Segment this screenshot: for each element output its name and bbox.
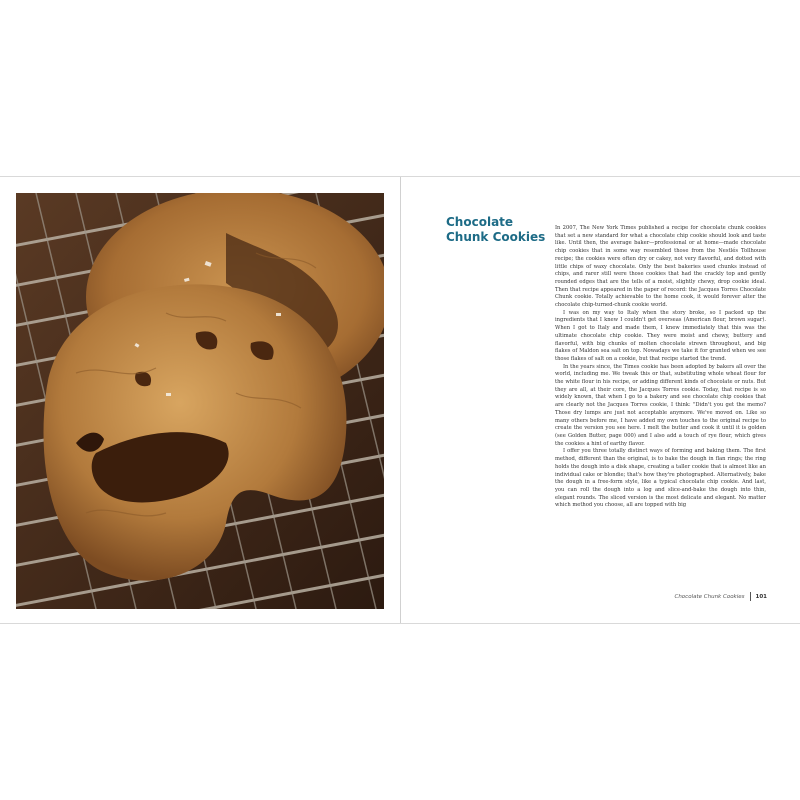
running-footer-title: Chocolate Chunk Cookies xyxy=(674,593,745,600)
page-footer xyxy=(674,592,767,601)
cookie-photo-illustration xyxy=(16,193,384,609)
footer-divider xyxy=(750,592,751,601)
cookie-photo xyxy=(16,193,384,609)
body-text xyxy=(555,225,766,585)
page-number: 101 xyxy=(755,593,767,600)
book-spread xyxy=(0,176,800,624)
recipe-title: Chocolate Chunk Cookies xyxy=(446,215,546,244)
paragraph: I was on my way to Italy when the story broke, so I packed up the ingredients that I knew I couldn't get overseas (American flour, brown sugar). When I got to Italy and made them, I knew immediately that this was the ultimate chocolate chip cookie. They were moist and chewy, buttery and flavorful, with big chunks of molten chocolate strewn throughout, and big flakes of Maldon sea salt on top. Nowadays we take it for granted when we see those flakes of salt on a cookie, but that recipe started the trend. xyxy=(555,309,766,362)
paragraph: I offer you three totally distinct ways of forming and baking them. The first method, different than the original, is to bake the dough in flan rings; the ring holds the dough into a disk shape, creating a taller cookie that is almost like an individual cake or blondie; that's how they're photographed. Alternatively, bake the dough in a free-form style, like a typical chocolate chip cookie. And last, you can roll the dough into a log and slice-and-bake the dough into thin, elegant rounds. The sliced version is the most delicate and elegant. No matter which method you choose, all are topped with big xyxy=(555,448,766,509)
paragraph: In 2007, The New York Times published a recipe for chocolate chunk cookies that set a new standard for what a chocolate chip cookie should look and taste like. Until then, the average baker—professional or at home—made chocolate chip cookies that in some way resembled those from the Nestlés Tollhouse recipe; the cookies were often dry or cakey, not very flavorful, and dotted with little chips of waxy chocolate. Only the best bakeries used chunks instead of chips, and rarer still were those cookies that had the crackly top and gently rounded edges that are the tells of a moist, slightly chewy, drop cookie ideal. Then that recipe appeared in the paper of record: the Jacques Torres Chocolate Chunk cookie. Totally achievable to the home cook, it would forever alter the chocolate chip-turned-chunk cookie world. xyxy=(555,225,766,309)
paragraph: In the years since, the Times cookie has been adopted by bakers all over the world, including me. We tweak this or that, substituting whole wheat flour for the white flour in his recipe, or adding different kinds of chocolate or nuts. But they are all, at their core, the Jacques Torres cookie. Today, that recipe is so widely known, that when I go to a bakery and see chocolate chip cookies that are clearly not the Jacques Torres cookie, I think: "Didn't you get the memo? Those dry lumps are just not acceptable anymore. We've moved on. Like so many others before me, I have added my own touches to the original recipe to create the version you see here. I melt the butter and cook it until it is golden (see Golden Butter, page 000) and I also add a touch of rye flour, which gives the cookies a hint of earthy flavor. xyxy=(555,363,766,447)
page-gutter xyxy=(400,177,401,623)
